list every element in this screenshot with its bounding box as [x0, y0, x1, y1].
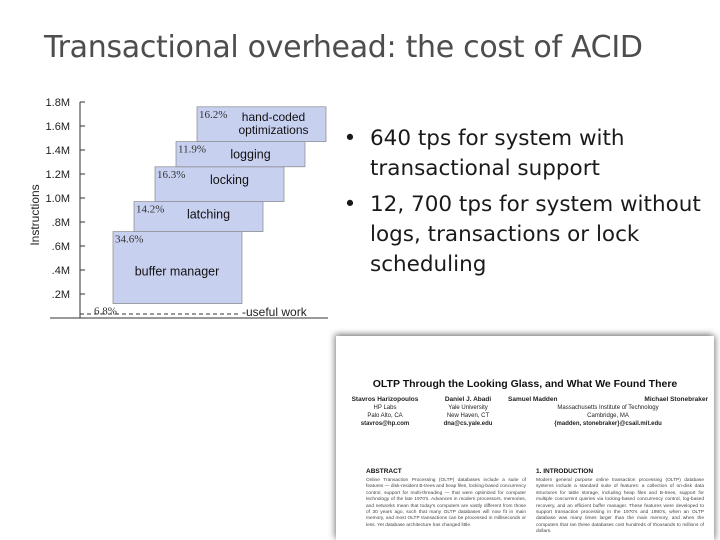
- bar-name-label: latching: [186, 207, 231, 222]
- paper-excerpt-image: [336, 336, 714, 540]
- bar-percent-label: 11.9%: [178, 143, 207, 156]
- y-tick-label: 1.0M: [45, 193, 70, 205]
- author-name: Stavros Harizopoulos: [351, 396, 419, 403]
- y-tick-label: .6M: [51, 241, 70, 253]
- y-tick-label: .2M: [51, 289, 70, 301]
- intro-text: Modern general purpose online transaction processing (OLTP) database systems include a standard suite of features: a collection of on-disk data structures for table storage, including heap files and B-trees, support for multiple concurrent queries via locking-based concurrency control, log-based recovery, and an efficient buffer manager. These features were developed to support transaction processing in the 1970's and 1980's, when an OLTP database was many times larger than the main memory, and when the computers that ran these databases cost hundreds of thousands to millions of dollars.: [536, 478, 704, 535]
- bullet-item: [330, 124, 710, 184]
- instruction-breakdown-chart: [22, 90, 332, 325]
- bar-segment-logging: [176, 142, 305, 167]
- author-name: Daniel J. Abadi: [444, 396, 492, 403]
- author-location: Palo Alto, CA: [367, 413, 403, 419]
- paper-authors: [342, 396, 708, 428]
- y-tick-label: .4M: [51, 265, 70, 277]
- paper-title: OLTP Through the Looking Glass, and What We Found There: [372, 378, 678, 390]
- bullet-dot: •: [343, 126, 357, 151]
- bar-name-label-line2: optimizations: [238, 122, 309, 137]
- author-name: Michael Stonebraker: [644, 396, 708, 403]
- slide-title: Transactional overhead: the cost of ACID: [44, 30, 643, 65]
- bar-segment-buffer-manager: [113, 232, 242, 304]
- bar-percent-label: 16.2%: [199, 108, 228, 121]
- abstract-text: Online Transaction Processing (OLTP) databases include a suite of features — disk-resident B-trees and heap files, locking-based concurrency control, support for multi-threading — that were optimized for computer technology of the late 1970's. Advances in modern processors, memories, and networks mean that today's computers are vastly different from those of 30 years ago, such that many OLTP databases will now fit in main memory, and most OLTP transactions can be processed in milliseconds or less. Yet database architecture has changed little.: [366, 478, 526, 528]
- abstract-heading: ABSTRACT: [366, 468, 402, 475]
- author-name: Samuel Madden: [508, 396, 558, 403]
- author-affiliation: Yale University: [448, 405, 488, 411]
- bullet-item: [330, 190, 710, 280]
- y-axis-title: [28, 184, 42, 245]
- author-affiliation: HP Labs: [373, 405, 397, 411]
- author-email: {madden, stonebraker}@csail.mit.edu: [554, 421, 662, 427]
- bar-segments: [92, 107, 326, 318]
- bar-percent-label: 14.2%: [136, 203, 165, 216]
- intro-heading: 1. INTRODUCTION: [536, 468, 594, 475]
- bar-segment-latching: [134, 202, 263, 232]
- bullet-dot: •: [343, 192, 357, 217]
- y-tick-label: .8M: [51, 217, 70, 229]
- paper-author: [433, 396, 503, 428]
- bar-percent-label: 6.8%: [94, 305, 117, 318]
- author-affiliation: Massachusetts Institute of Technology: [557, 405, 659, 411]
- y-tick-label: 1.8M: [45, 97, 70, 109]
- y-axis-ticks: [46, 97, 85, 301]
- bullet-text: 12, 700 tps for system without logs, transactions or lock scheduling: [370, 192, 701, 277]
- bullet-list: [330, 124, 710, 286]
- y-axis-title-text: Instructions: [28, 184, 42, 246]
- bar-percent-label: 16.3%: [157, 168, 186, 181]
- paper-author: [342, 396, 428, 428]
- author-location: Cambridge, MA: [587, 413, 629, 419]
- y-tick-label: 1.4M: [45, 145, 70, 157]
- bar-name-label: logging: [230, 147, 271, 162]
- bullet-text: 640 tps for system with transactional support: [370, 126, 625, 181]
- useful-work-label: -useful work: [242, 305, 307, 319]
- author-email: dna@cs.yale.edu: [443, 421, 493, 427]
- y-tick-label: 1.2M: [45, 169, 70, 181]
- bar-segment-useful-work: [92, 304, 240, 318]
- bar-segment-locking: [155, 167, 284, 202]
- author-location: New Haven, CT: [446, 413, 490, 419]
- author-email: stavros@hp.com: [360, 421, 410, 427]
- bar-name-label: buffer manager: [134, 264, 220, 279]
- bar-name-label: locking: [210, 172, 249, 187]
- paper-author: [508, 396, 708, 428]
- bar-percent-label: 34.6%: [115, 233, 144, 246]
- y-tick-label: 1.6M: [45, 121, 70, 133]
- bar-segment-hand-coded-optimizations: [197, 107, 326, 142]
- bar-name-label: hand-coded: [241, 109, 306, 124]
